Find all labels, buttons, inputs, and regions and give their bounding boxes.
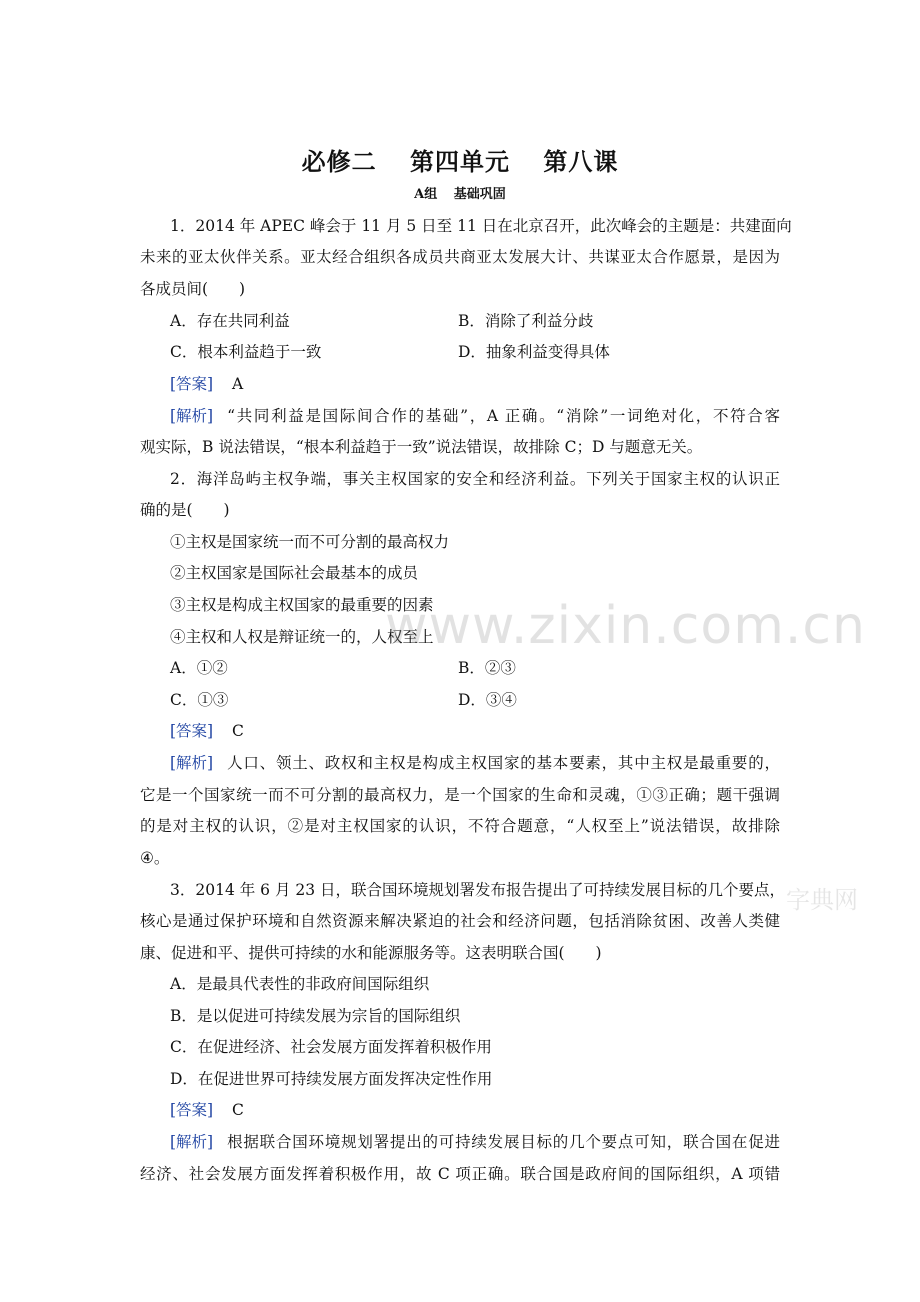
q1-analysis-line	[170, 406, 780, 426]
q3-analysis-text: 根据联合国环境规划署提出的可持续发展目标的几个要点可知，联合国在促进	[227, 1133, 780, 1151]
q2-analysis-line	[170, 753, 780, 773]
q1-option-d: D．抽象利益变得具体	[458, 343, 610, 361]
q3-option-b: B．是以促进可持续发展为宗旨的国际组织	[170, 1007, 461, 1025]
answer-tag: [答案]	[170, 1101, 214, 1119]
group-heading	[0, 183, 920, 202]
answer-tag: [答案]	[170, 375, 214, 393]
q2-stem-line: 确的是( )	[140, 501, 230, 519]
group-label: A组	[414, 187, 438, 202]
q2-option-b: B．②③	[458, 659, 516, 677]
analysis-tag: [解析]	[170, 1133, 214, 1151]
section-label: 基础巩固	[453, 187, 506, 202]
watermark-stamp: 字典网	[786, 886, 858, 914]
q2-analysis-line: 的是对主权的认识，②是对主权国家的认识，不符合题意，“人权至上”说法错误，故排除	[140, 817, 780, 835]
q1-answer-value: A	[232, 375, 244, 393]
q1-option-a: A．存在共同利益	[170, 312, 290, 330]
q2-analysis-line: 它是一个国家统一而不可分割的最高权力，是一个国家的生命和灵魂，①③正确；题干强调	[140, 786, 780, 804]
answer-tag: [答案]	[170, 722, 214, 740]
q3-answer	[170, 1100, 244, 1120]
title-part-2: 第四单元	[410, 147, 510, 176]
q2-statement: ④主权和人权是辩证统一的，人权至上	[170, 628, 434, 646]
q3-analysis-line: 经济、社会发展方面发挥着积极作用，故 C 项正确。联合国是政府间的国际组织，A 项错	[140, 1165, 780, 1183]
q3-answer-value: C	[232, 1101, 244, 1119]
q3-analysis-line	[170, 1132, 780, 1152]
q3-stem-line: 核心是通过保护环境和自然资源来解决紧迫的社会和经济问题，包括消除贫困、改善人类健	[140, 912, 780, 930]
q1-stem-line: 未来的亚太伙伴关系。亚太经合组织各成员共商亚太发展大计、共谋亚太合作愿景，是因为	[140, 248, 780, 266]
q1-analysis-text: “共同利益是国际间合作的基础”，A 正确。“消除”一词绝对化，不符合客	[227, 407, 780, 425]
q2-statement: ③主权是构成主权国家的最重要的因素	[170, 596, 434, 614]
title-part-1: 必修二	[301, 147, 377, 176]
q1-stem-line: 各成员间( )	[140, 280, 246, 298]
q3-option-c: C．在促进经济、社会发展方面发挥着积极作用	[170, 1038, 492, 1056]
analysis-tag: [解析]	[170, 407, 214, 425]
q2-stem-line: 2．海洋岛屿主权争端，事关主权国家的安全和经济利益。下列关于国家主权的认识正	[170, 470, 780, 488]
q3-stem-line: 康、促进和平、提供可持续的水和能源服务等。这表明联合国( )	[140, 944, 602, 962]
q1-option-c: C．根本利益趋于一致	[170, 343, 322, 361]
q2-option-c: C．①③	[170, 691, 229, 709]
q2-answer	[170, 721, 244, 741]
q3-option-a: A．是最具代表性的非政府间国际组织	[170, 975, 430, 993]
q1-answer	[170, 374, 243, 394]
page-title	[0, 142, 920, 177]
title-part-3: 第八课	[543, 147, 619, 176]
q2-option-a: A．①②	[170, 659, 228, 677]
q1-analysis-line: 观实际，B 说法错误，“根本利益趋于一致”说法错误，故排除 C；D 与题意无关。	[140, 438, 703, 456]
q2-statement: ①主权是国家统一而不可分割的最高权力	[170, 533, 450, 551]
analysis-tag: [解析]	[170, 754, 214, 772]
q2-answer-value: C	[232, 722, 244, 740]
q1-stem-line: 1．2014 年 APEC 峰会于 11 月 5 日至 11 日在北京召开，此次峰会的主题是：共建面向	[170, 217, 792, 235]
q1-option-b: B．消除了利益分歧	[458, 312, 594, 330]
q2-statement: ②主权国家是国际社会最基本的成员	[170, 564, 419, 582]
q3-option-d: D．在促进世界可持续发展方面发挥决定性作用	[170, 1070, 493, 1088]
q2-analysis-text: 人口、领土、政权和主权是构成主权国家的基本要素，其中主权是最重要的，	[227, 754, 780, 772]
q2-analysis-line: ④。	[140, 849, 170, 867]
q2-option-d: D．③④	[458, 691, 517, 709]
watermark: www.zixin.com.cn	[385, 596, 866, 656]
q3-stem-line: 3．2014 年 6 月 23 日，联合国环境规划署发布报告提出了可持续发展目标的几个要点，	[170, 881, 786, 899]
